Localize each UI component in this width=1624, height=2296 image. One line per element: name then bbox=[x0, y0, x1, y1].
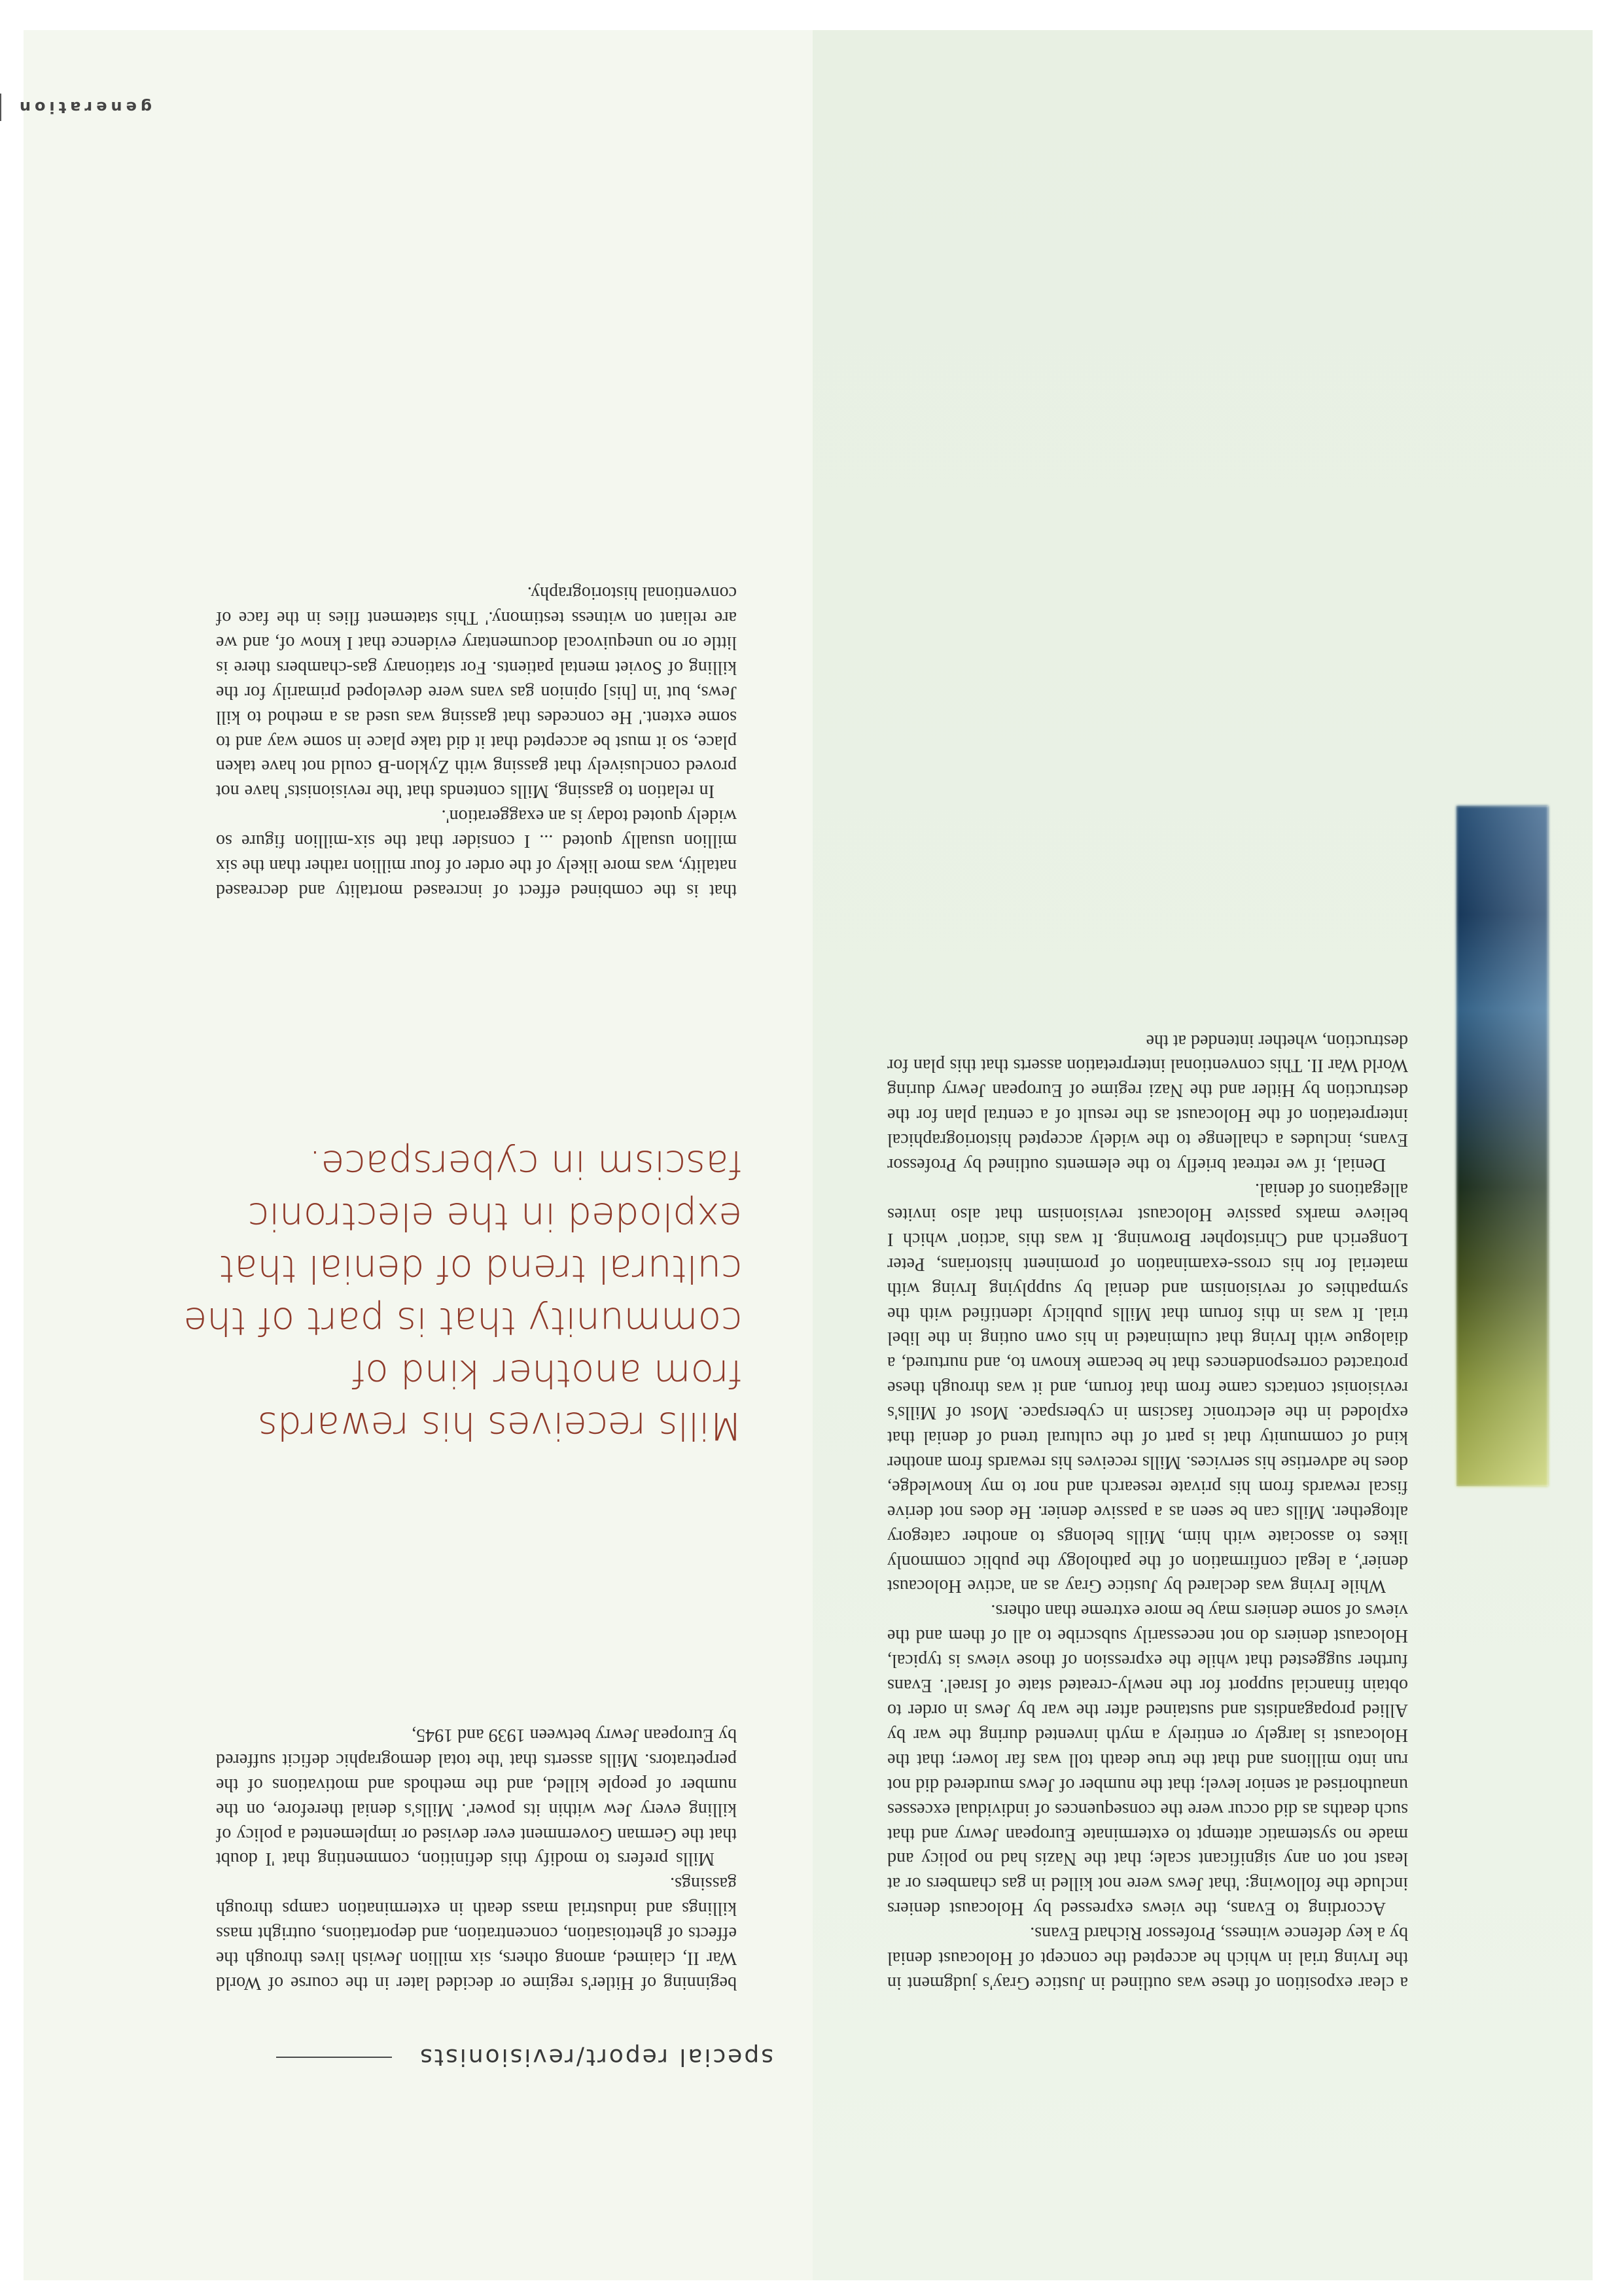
magazine-name: generation bbox=[15, 98, 152, 116]
paragraph: that is the combined effect of increased mortality and decreased natality, was more likely of the order of four million rather than the six million usually quoted ... I consider that the six-million figure so widely quoted today is an exaggeration'. bbox=[216, 806, 737, 901]
body-column-left bbox=[887, 1028, 1408, 1995]
paragraph: Mills prefers to modify this definition, commenting that 'I doubt that the German Government ever devised or implemented a policy of killing every Jew within its power'. Mills's denial therefore, on the number of people killed, and the methods and motivations of the perpetrators. Mills asserts that 'the total demographic deficit suffered by European Jewry between 1939 and 1945, bbox=[216, 1724, 737, 1870]
paragraph: According to Evans, the views expressed by Holocaust deniers include the following: 'that Jews were not killed in gas chambers or at least not on any significant scale; that the Nazis had no policy and made no systematic attempt to exterminate European Jewry and that such deaths as did occur were the consequences of individual excesses unauthorised at senior level; that the number of Jews murdered did not run into millions and that the true death toll was far lower; that the Holocaust is largely or entirely a myth invented during the war by Allied propagandists and sustained after the war by Jews in order to obtain financial support for the newly-created state of Israel'. Evans further suggested that while the expression of those views is typical, Holocaust deniers do not necessarily subscribe to all of them and the views of some deniers may be more extreme than others. bbox=[887, 1601, 1408, 1919]
section-header bbox=[276, 2044, 773, 2070]
paragraph: In relation to gassing, Mills contends that 'the revisionists' have not proved conclusively that gassing with Zyklon-B could not have taken place, so it must be accepted that it did take place in some way and to some extent.' He concedes that gassing was used as a method to kill Jews, but 'in [his] opinion gas vans were developed primarily for the killing of Soviet mental patients. For stationary gas-chambers there is little or no unequivocal documentary evidence that I know of, and we are reliant on witness testimony.' This statement flies in the face of conventional historiography. bbox=[216, 583, 737, 802]
body-column-right-top bbox=[216, 1722, 737, 1995]
section-title: special report/revisionists bbox=[418, 2044, 773, 2071]
photo-strip-shade bbox=[1456, 806, 1548, 1486]
footer-divider bbox=[0, 94, 1, 121]
body-column-right-bottom bbox=[216, 580, 737, 903]
paragraph: a clear exposition of these was outlined in Justice Gray's judgment in the Irving trial in which he accepted the concept of Holocaust denial by a key defence witness, Professor Richard Evans. bbox=[887, 1923, 1408, 1993]
pull-quote: Mills receives his rewards from another kind of community that is part of the cultural trend of denial that exploded in the electronic fascism in cyberspace. bbox=[183, 1142, 742, 1448]
paragraph: beginning of Hitler's regime or decided later in the course of World War II, claimed, among others, six million Jewish lives through the effects of ghettoisation, concentration, and deportations, outright mass killings and industrial mass death in extermination camps through gassings. bbox=[216, 1873, 737, 1993]
page-footer bbox=[0, 94, 152, 121]
paragraph: While Irving was declared by Justice Gray as an 'active Holocaust denier', a legal confirmation of the pathology the public commonly likes to associate with him, Mills belongs to another category altogether. Mills can be seen as a passive denier. He does not derive fiscal rewards from his private research and nor to my knowledge, does he advertise his services. Mills receives his rewards from another kind of community that is part of the cultural trend of denial that exploded in the electronic fascism in cyberspace. Most of Mills's revisionist contacts came from that forum, and it was through these protracted correspondences that he became known to, and nurtured, a dialogue with Irving that culminated in his own outing in the libel trial. It was in this forum that Mills publicly identified with the sympathies of revisionism and denial by supplying Irving with material for his cross-examination of prominent historians, Peter Longerich and Christopher Browning. It was this 'action' which I believe marks passive Holocaust revisionism that also invites allegations of denial. bbox=[887, 1179, 1408, 1597]
section-rule bbox=[276, 2057, 392, 2058]
paragraph: Denial, if we retreat briefly to the elements outlined by Professor Evans, includes a challenge to the widely accepted historiographical interpretation of the Holocaust as the result of a central plan for the destruction by Hitler and the Nazi regime of European Jewry during World War II. This conventional interpretation asserts that this plan for destruction, whether intended at the bbox=[887, 1030, 1408, 1175]
